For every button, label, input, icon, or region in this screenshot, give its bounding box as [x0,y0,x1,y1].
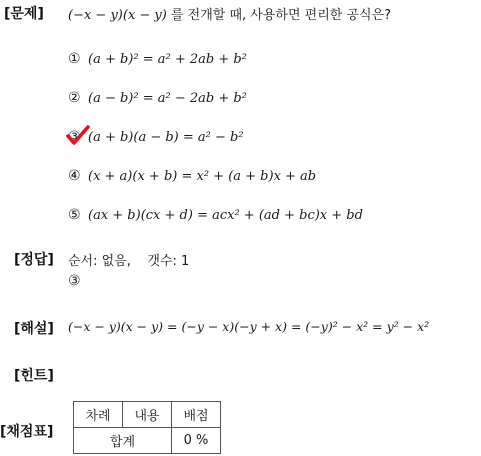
table-header-cell: 차례 [74,402,123,428]
option-marker: ② [68,90,81,106]
option-2[interactable] [68,90,247,106]
hint-label: [힌트] [14,368,54,384]
answer-value: ③ [68,273,81,289]
question-text [68,4,391,23]
scoring-label: [채점표] [0,424,54,440]
question-label: [문제] [4,6,44,22]
total-label: 합계 [74,428,172,454]
option-marker: ③ [68,129,81,145]
scoring-table [73,401,221,454]
question-expression: (−x − y)(x − y) [68,8,167,23]
answer-label: [정답] [14,252,54,268]
answer-order: 순서: 없음, 갯수: 1 [68,254,190,269]
option-formula: (a + b)² = a² + 2ab + b² [88,52,247,67]
option-marker: ④ [68,168,81,184]
option-5[interactable] [68,207,363,223]
table-header-row [74,402,221,428]
option-formula: (ax + b)(cx + d) = acx² + (ad + bc)x + bd [88,208,363,223]
check-mark-icon [66,124,90,146]
question-body: 를 전개할 때, 사용하면 편리한 공식은? [166,8,392,23]
table-header-cell: 내용 [123,402,172,428]
table-header-cell: 배점 [172,402,221,428]
option-formula: (a − b)² = a² − 2ab + b² [88,91,247,106]
table-row [74,428,221,454]
total-value: 0 % [172,428,221,454]
solution-formula: (−x − y)(x − y) = (−y − x)(−y + x) = (−y)² − x² = y² − x² [68,319,430,334]
option-marker: ① [68,51,81,67]
option-3[interactable] [68,129,244,145]
option-formula: (a + b)(a − b) = a² − b² [88,130,244,145]
option-formula: (x + a)(x + b) = x² + (a + b)x + ab [88,169,317,184]
option-marker: ⑤ [68,207,81,223]
solution-label: [해설] [14,321,54,337]
option-1[interactable] [68,51,247,67]
option-4[interactable] [68,168,316,184]
